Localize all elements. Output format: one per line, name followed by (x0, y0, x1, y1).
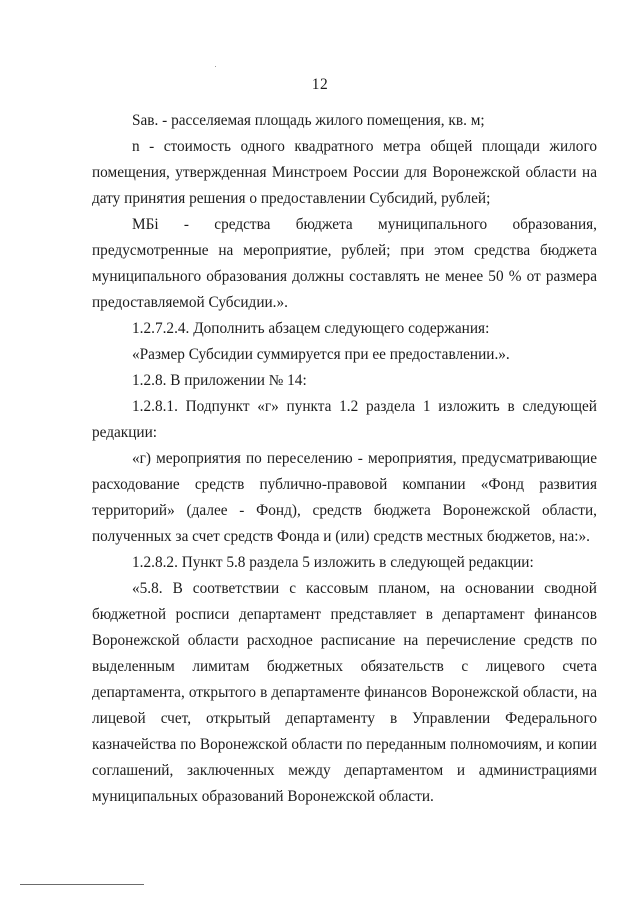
paragraph-subitem-g: «г) мероприятия по переселению - мероприятия, предусматривающие расходование средств публично-правовой компании «Фонд развития территорий» (далее - Фонд), средств бюджета Воронежской области, полученных за счет средств Фонда и (или) средств местных бюджетов, на:». (92, 450, 597, 545)
paragraph-n: n - стоимость одного квадратного метра общей площади жилого помещения, утвержденная Минстроем России для Воронежской области на дату принятия решения о предоставлении Субсидий, рублей; (92, 138, 597, 207)
paragraph-5-8: «5.8. В соответствии с кассовым планом, на основании сводной бюджетной росписи департамент представляет в департамент финансов Воронежской области расходное расписание на перечисление средств по выделенным лимитам бюджетных обязательств с лицевого счета департамента, открытого в департаменте финансов Воронежской области, на лицевой счет, открытый департаменту в Управлении Федерального казначейства по Воронежской области по переданным полномочиям, и копии соглашений, заключенных между департаментом и администрациями муниципальных образований Воронежской области. (92, 580, 597, 805)
paragraph-subsidy-sum: «Размер Субсидии суммируется при ее предоставлении.». (132, 346, 510, 363)
paragraph-1-2-8-1: 1.2.8.1. Подпункт «г» пункта 1.2 раздела 1 изложить в следующей редакции: (92, 398, 597, 441)
page-number: 12 (311, 76, 329, 93)
paragraph-mbi: МБi - средства бюджета муниципального образования, предусмотренные на мероприятие, рублей; при этом средства бюджета муниципального образования должны составлять не менее 50 % от размера предоставляемой Субсидии.». (92, 216, 597, 311)
footnote-rule (20, 884, 144, 885)
document-body (92, 108, 597, 810)
paragraph-1-2-8-2: 1.2.8.2. Пункт 5.8 раздела 5 изложить в следующей редакции: (132, 554, 534, 571)
paragraph-1-2-7-2-4: 1.2.7.2.4. Дополнить абзацем следующего содержания: (132, 320, 490, 337)
paragraph-1-2-8: 1.2.8. В приложении № 14: (132, 372, 307, 389)
paragraph-sav: Sав. - расселяемая площадь жилого помещения, кв. м; (132, 112, 485, 129)
scan-speck (215, 66, 216, 67)
